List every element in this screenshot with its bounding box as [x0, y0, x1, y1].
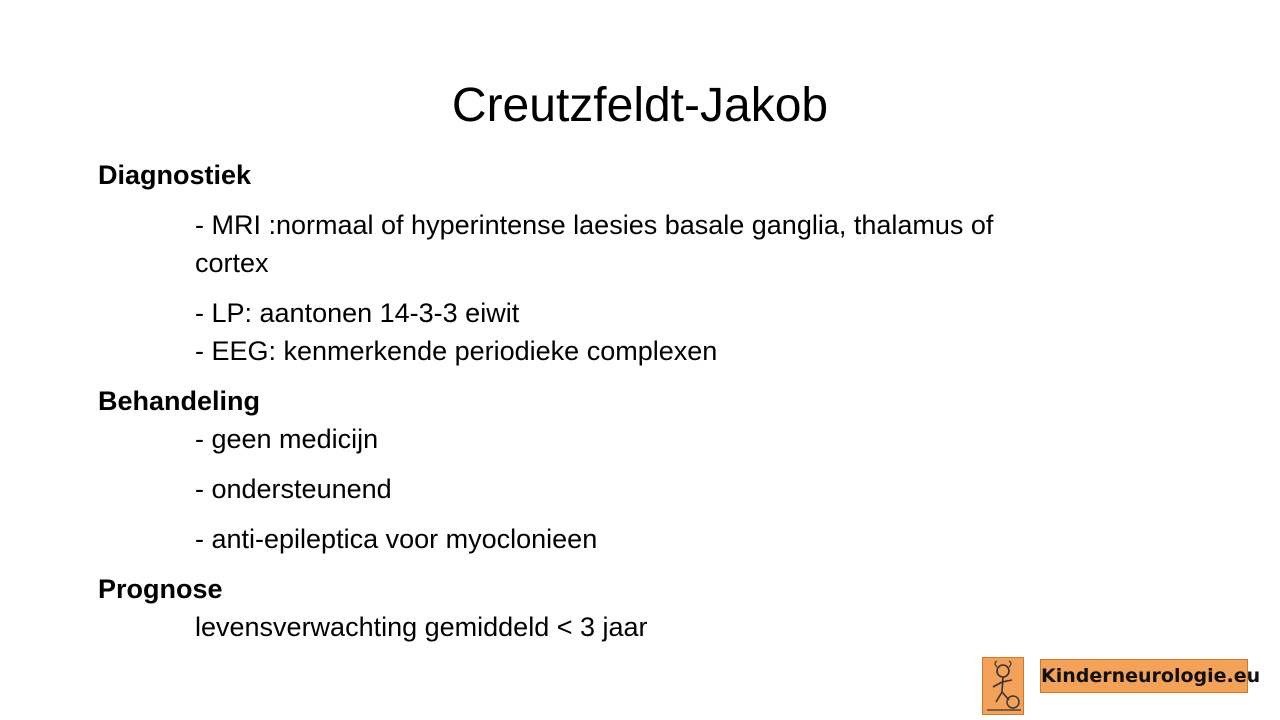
list-item: cortex [195, 248, 269, 278]
slide-content [98, 156, 1198, 646]
list-item: - EEG: kenmerkende periodieke complexen [195, 336, 718, 366]
child-figure-icon [982, 657, 1024, 715]
logo-text: Kinderneurologie.eu [1040, 659, 1248, 693]
logo [982, 657, 1261, 717]
section-heading-diagnostiek: Diagnostiek [98, 160, 252, 190]
section-heading-prognose: Prognose [98, 574, 223, 604]
list-item: - geen medicijn [195, 424, 379, 454]
list-item: - ondersteunend [195, 474, 392, 504]
list-item: - LP: aantonen 14-3-3 eiwit [195, 298, 520, 328]
section-heading-behandeling: Behandeling [98, 386, 261, 416]
list-item: - MRI :normaal of hyperintense laesies basale ganglia, thalamus of [195, 210, 994, 240]
list-item: - anti-epileptica voor myoclonieen [195, 524, 598, 554]
list-item: levensverwachting gemiddeld < 3 jaar [195, 612, 648, 642]
slide-title: Creutzfeldt-Jakob [451, 79, 829, 132]
